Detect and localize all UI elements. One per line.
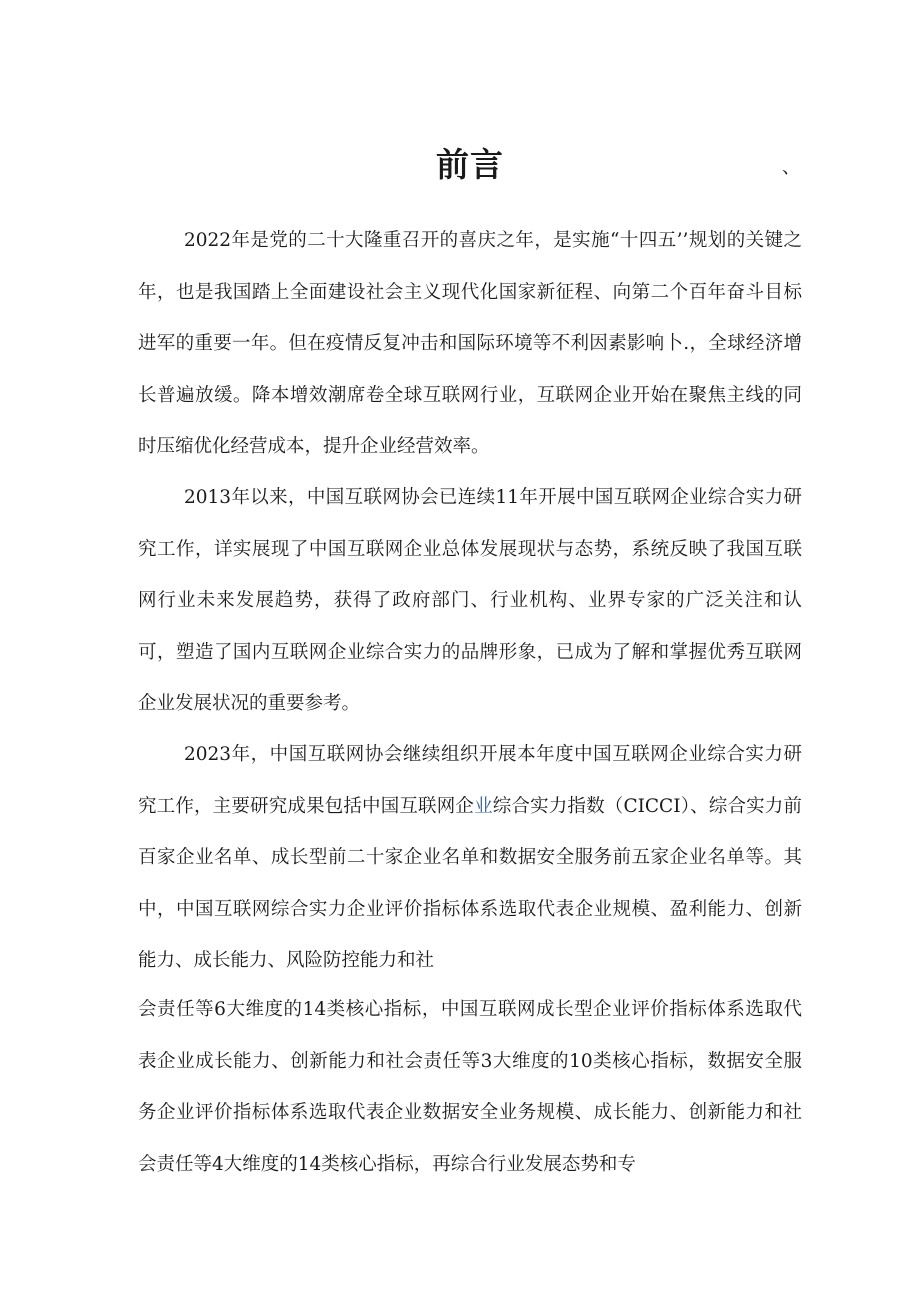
paragraph-1: 2022年是党的二十大隆重召开的喜庆之年，是实施“十四五’’规划的关键之年，也是我国踏上全面建设社会主义现代化国家新征程、向第二个百年奋斗目标进军的重要一年。但在疫情反复冲击和国际环境等不利因素影响卜.，全球经济增长普遍放缓。降本增效潮席卷全球互联网行业，互联网企业开始在聚焦主线的同时压缩优化经营成本，提升企业经营效率。 [138, 230, 802, 457]
paragraph-2: 2013年以来，中国互联网协会已连续11年开展中国互联网企业综合实力研究工作，详实展现了中国互联网企业总体发展现状与态势，系统反映了我国互联网行业未来发展趋势，获得了政府部门、行业机构、业界专家的广泛关注和认可，塑造了国内互联网企业综合实力的品牌形象，已成为了解和掌握优秀互联网企业发展状况的重要参考。 [138, 487, 802, 714]
paragraph-3-text-start: 2023年，中国互联网协会继续组织开展本年度中国互联网企业综合实力研究工作，主要研究成果包括中国互联网企 [138, 744, 802, 817]
paragraph-3 [138, 729, 802, 987]
paragraph-3-text-end: 综合实力指数（CICCI）、综合实力前百家企业名单、成长型前二十家企业名单和数据安全服务前五家企业名单等。其中，中国互联网综合实力企业评价指标体系选取代表企业规模、盈利能力、创新能力、成长能力、风险防控能力和社 [138, 795, 802, 971]
paragraph-3-highlighted-char: 业 [474, 795, 493, 817]
page-title: 前言 [436, 145, 504, 184]
stray-punctuation-mark: 、 [782, 157, 800, 178]
paragraph-4-continuation: 会责任等6大维度的14类核心指标，中国互联网成长型企业评价指标体系选取代表企业成长能力、创新能力和社会责任等3大维度的10类核心指标，数据安全服务企业评价指标体系选取代表企业数据安全业务规模、成长能力、创新能力和社会责任等4大维度的14类核心指标，再综合行业发展态势和专 [138, 999, 802, 1175]
